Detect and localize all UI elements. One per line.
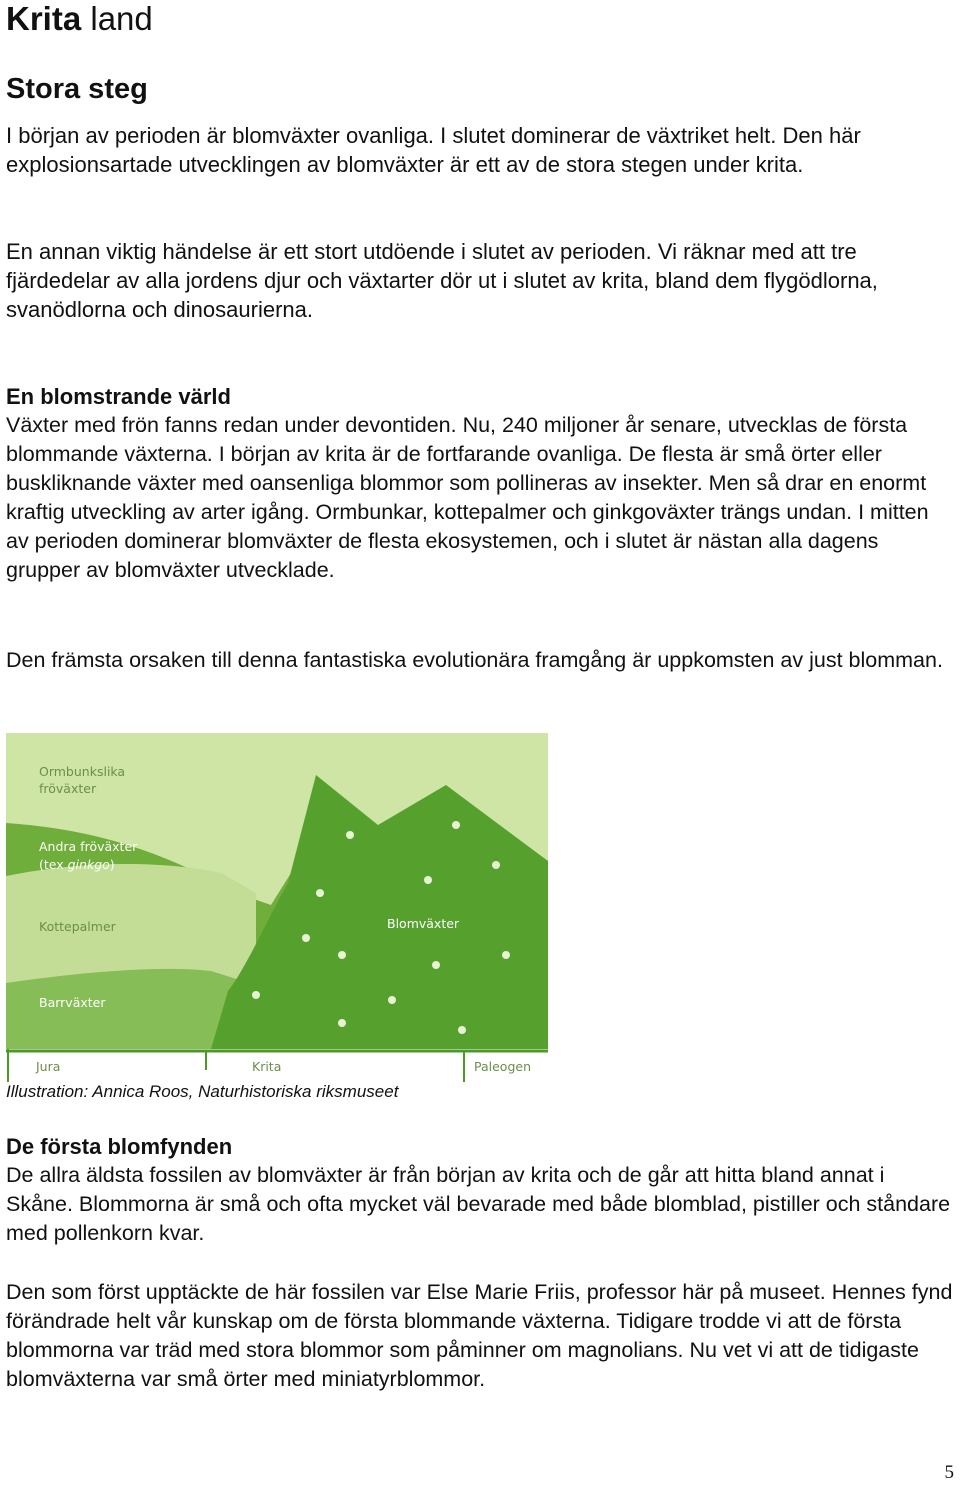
- subheading-blomstrande-varld: En blomstrande värld: [6, 384, 231, 409]
- period-label-paleogen: Paleogen: [474, 1059, 531, 1074]
- label-other-prefix: (tex: [39, 857, 68, 872]
- label-other-italic: ginkgo: [67, 857, 110, 872]
- flower-symbol: [452, 821, 460, 829]
- label-flowering: Blomväxter: [387, 916, 460, 931]
- page-title: [6, 0, 153, 38]
- flower-symbol: [424, 876, 432, 884]
- paragraph: I början av perioden är blomväxter ovanliga. I slutet dominerar de växtriket helt. Den här explosionsartade utvecklingen av blomväxter är ett av de stora stegen under krita.: [6, 123, 861, 177]
- flower-symbol: [302, 934, 310, 942]
- paragraph: En annan viktig händelse är ett stort utdöende i slutet av perioden. Vi räknar med att tre fjärdedelar av alla jordens djur och växtarter dör ut i slutet av krita, bland dem flygödlorna, svanödlorna och dinosaurierna.: [6, 239, 878, 322]
- title-bold: Krita: [6, 0, 82, 37]
- subheading-forsta-blomfynden: De första blomfynden: [6, 1134, 233, 1159]
- period-label-krita: Krita: [252, 1059, 282, 1074]
- label-cycads: Kottepalmer: [39, 919, 116, 934]
- label-other: Andra fröväxter: [39, 839, 138, 854]
- flower-symbol: [502, 951, 510, 959]
- paragraph: De allra äldsta fossilen av blomväxter är från början av krita och de går att hitta bland annat i Skåne. Blommorna är små och ofta mycket väl bevarade med både blomblad, pistiller och ståndare med pollenkorn kvar.: [6, 1163, 951, 1245]
- flower-symbol: [316, 889, 324, 897]
- period-label-jura: Jura: [36, 1059, 61, 1074]
- flower-symbol: [346, 831, 354, 839]
- section-heading-stora-steg: Stora steg: [6, 73, 148, 105]
- paragraph: Den främsta orsaken till denna fantastiska evolutionära framgång är uppkomsten av just blomman.: [6, 648, 943, 672]
- title-rest: land: [90, 0, 153, 37]
- page-number: 5: [944, 1462, 954, 1483]
- label-ferns-2: fröväxter: [39, 781, 97, 796]
- illustration-svg: [6, 733, 548, 1082]
- paragraph: Den som först upptäckte de här fossilen var Else Marie Friis, professor här på museet. Hennes fynd förändrade helt vår kunskap om de första blommande växterna. Tidigare trodde vi att de första blommorna var träd med stora blommor som påminner om magnolians. Nu vet vi att de tidigaste blomväxterna var små örter med miniatyrblommor.: [6, 1280, 953, 1391]
- paragraph: Växter med frön fanns redan under devontiden. Nu, 240 miljoner år senare, utvecklas de första blommande växterna. I början av krita är de fortfarande ovanliga. De flesta är små örter eller buskliknande växter med oansenliga blommor som pollineras av insekter. Men så drar en enormt kraftig utveckling av arter igång. Ormbunkar, kottepalmer och ginkgoväxter trängs undan. I mitten av perioden dominerar blomväxter de flesta ekosystemen, och i slutet är nästan alla dagens grupper av blomväxter utvecklade.: [6, 413, 929, 582]
- label-ferns: Ormbunkslika: [39, 764, 126, 779]
- flower-symbol: [458, 1026, 466, 1034]
- label-other-suffix: ): [109, 857, 115, 872]
- flower-symbol: [252, 991, 260, 999]
- flower-symbol: [338, 1019, 346, 1027]
- flower-symbol: [388, 996, 396, 1004]
- figure-caption: Illustration: Annica Roos, Naturhistoriska riksmuseet: [6, 1082, 399, 1101]
- plant-evolution-illustration: [6, 733, 548, 1082]
- label-conifers: Barrväxter: [39, 995, 106, 1010]
- label-other-2: [39, 857, 115, 872]
- flower-symbol: [432, 961, 440, 969]
- flower-symbol: [338, 951, 346, 959]
- flower-symbol: [492, 861, 500, 869]
